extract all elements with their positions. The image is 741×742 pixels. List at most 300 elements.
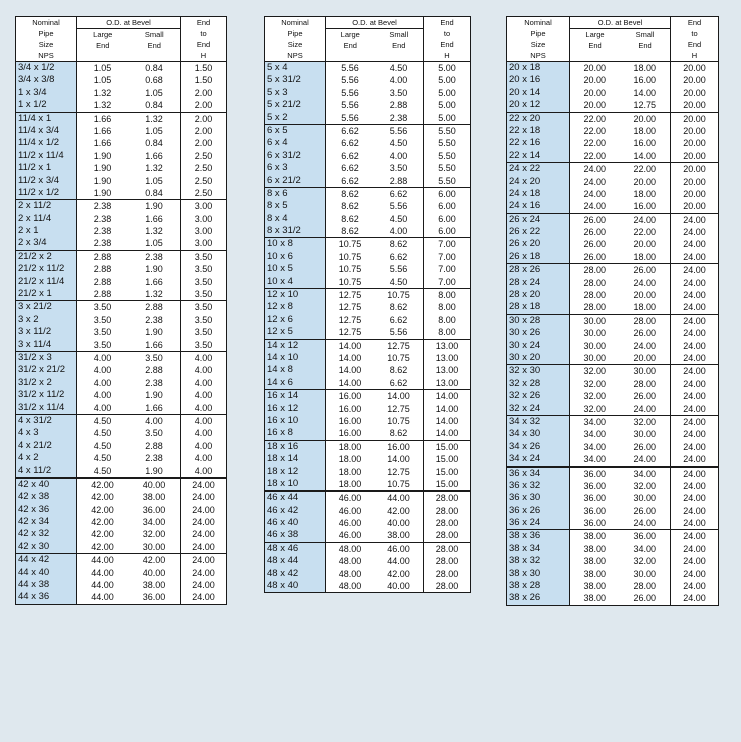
table-row — [16, 113, 226, 125]
end-to-end-cell: 28.00 — [423, 543, 470, 555]
table-row — [265, 364, 470, 376]
nps-cell: 24 x 16 — [507, 200, 569, 212]
small-end-cell: 6.62 — [389, 188, 408, 199]
nps-cell: 4 x 3 — [16, 427, 76, 439]
small-end-cell: 36.00 — [142, 592, 166, 603]
table-row — [507, 277, 718, 289]
large-end-cell: 32.00 — [569, 378, 620, 390]
table-row — [507, 327, 718, 339]
end-to-end-cell: 24.00 — [670, 390, 718, 402]
header-nps: NPS — [287, 51, 303, 60]
end-to-end-cell: 7.00 — [423, 251, 470, 263]
table-row — [507, 113, 718, 125]
small-end-cell: 22.00 — [633, 227, 657, 238]
table-row — [16, 187, 226, 199]
row-group — [16, 250, 226, 301]
end-to-end-cell: 6.00 — [423, 200, 470, 212]
od-header — [76, 17, 180, 61]
nps-cell: 24 x 22 — [507, 163, 569, 175]
nps-cell: 2 x 11/2 — [16, 200, 76, 212]
table-row — [16, 554, 226, 566]
table-row — [16, 99, 226, 111]
large-end-cell: 2.88 — [76, 251, 128, 263]
end-to-end-cell: 6.00 — [423, 213, 470, 225]
nps-cell: 34 x 30 — [507, 428, 569, 440]
small-end-cell: 16.00 — [633, 75, 657, 86]
nps-cell: 38 x 30 — [507, 568, 569, 580]
large-end-cell: 36.00 — [569, 468, 620, 480]
table-row — [265, 505, 470, 517]
nps-cell: 8 x 5 — [265, 200, 325, 212]
large-end-cell: 38.00 — [569, 592, 620, 604]
large-end-cell: 24.00 — [569, 163, 620, 175]
large-end-cell: 3.50 — [76, 339, 128, 351]
nps-cell: 26 x 20 — [507, 238, 569, 250]
nps-header — [265, 17, 325, 61]
end-to-end-cell: 7.00 — [423, 238, 470, 250]
small-end-cell: 0.84 — [145, 138, 163, 149]
header-od-at-bevel: O.D. at Bevel — [570, 17, 670, 29]
end-to-end-cell: 2.00 — [180, 125, 226, 137]
table-row — [507, 87, 718, 99]
row-group — [507, 364, 718, 415]
large-end-cell: 1.32 — [76, 87, 128, 99]
large-end-cell: 22.00 — [569, 137, 620, 149]
nps-cell: 5 x 21/2 — [265, 99, 325, 111]
large-end-cell: 12.75 — [325, 314, 374, 326]
large-end-cell: 2.38 — [76, 200, 128, 212]
end-to-end-cell: 24.00 — [180, 528, 226, 540]
end-to-end-cell: 28.00 — [423, 492, 470, 504]
header-large: Large — [93, 30, 113, 39]
table-row — [16, 288, 226, 300]
end-to-end-cell: 13.00 — [423, 377, 470, 389]
header-nps: NPS — [530, 51, 546, 60]
nps-cell: 20 x 18 — [507, 62, 569, 74]
table-row — [507, 188, 718, 200]
nps-cell: 16 x 8 — [265, 427, 325, 439]
large-end-cell: 1.05 — [76, 74, 128, 86]
table-row — [265, 87, 470, 99]
end-to-end-cell: 24.00 — [670, 592, 718, 604]
row-group — [16, 477, 226, 553]
large-end-cell: 20.00 — [569, 62, 620, 74]
small-end-cell: 2.38 — [389, 112, 408, 123]
large-end-cell: 3.50 — [76, 314, 128, 326]
table-row — [265, 263, 470, 275]
small-end-cell: 46.00 — [387, 543, 410, 554]
end-to-end-cell: 6.00 — [423, 225, 470, 237]
small-end-cell: 6.62 — [389, 314, 408, 325]
row-group — [265, 62, 470, 124]
large-end-cell: 1.90 — [76, 175, 128, 187]
small-end-cell: 28.00 — [633, 581, 657, 592]
nps-cell: 20 x 14 — [507, 87, 569, 99]
row-group — [16, 199, 226, 250]
large-end-cell: 42.00 — [76, 504, 128, 516]
end-to-end-cell: 5.00 — [423, 74, 470, 86]
row-group — [265, 440, 470, 491]
row-group — [265, 339, 470, 390]
end-to-end-cell: 20.00 — [670, 87, 718, 99]
large-end-cell: 5.56 — [325, 112, 374, 124]
row-group — [265, 490, 470, 542]
end-to-end-cell: 24.00 — [180, 541, 226, 553]
small-end-cell: 1.05 — [145, 87, 163, 98]
end-to-end-cell: 3.50 — [180, 314, 226, 326]
table-row — [16, 339, 226, 351]
large-end-cell: 36.00 — [569, 505, 620, 517]
large-end-cell: 24.00 — [569, 188, 620, 200]
table-row — [16, 516, 226, 528]
header-small-end: End — [147, 41, 161, 50]
nps-cell: 21/2 x 11/4 — [16, 276, 76, 288]
end-to-end-cell: 5.50 — [423, 150, 470, 162]
nps-cell: 5 x 3 — [265, 87, 325, 99]
end-to-end-cell: 24.00 — [180, 516, 226, 528]
end-to-end-cell: 4.00 — [180, 389, 226, 401]
header-small-end: End — [638, 41, 652, 50]
large-end-cell: 48.00 — [325, 555, 374, 567]
nps-cell: 11/2 x 3/4 — [16, 175, 76, 187]
table-header — [507, 17, 718, 62]
large-end-cell: 1.66 — [76, 113, 128, 125]
small-end-cell: 14.00 — [387, 391, 410, 402]
reducer-table-1 — [15, 16, 227, 605]
small-end-cell: 26.00 — [633, 593, 657, 604]
end-to-end-cell: 24.00 — [670, 543, 718, 555]
nps-cell: 34 x 24 — [507, 453, 569, 465]
end-to-end-cell: 2.50 — [180, 162, 226, 174]
nps-cell: 26 x 24 — [507, 214, 569, 226]
nps-cell: 32 x 26 — [507, 390, 569, 402]
large-end-cell: 32.00 — [569, 403, 620, 415]
small-end-cell: 4.00 — [389, 150, 408, 161]
nps-cell: 18 x 16 — [265, 441, 325, 453]
large-end-cell: 4.50 — [76, 415, 128, 427]
end-to-end-cell: 4.00 — [180, 402, 226, 414]
end-to-end-cell: 2.00 — [180, 87, 226, 99]
end-to-end-cell: 24.00 — [180, 591, 226, 603]
table-row — [16, 389, 226, 401]
small-end-cell: 2.88 — [389, 175, 408, 186]
table-row — [16, 440, 226, 452]
large-end-cell: 24.00 — [569, 200, 620, 212]
end-to-end-cell: 3.00 — [180, 213, 226, 225]
small-end-cell: 32.00 — [633, 416, 657, 427]
header-h: H — [691, 51, 698, 60]
large-end-cell: 4.50 — [76, 465, 128, 477]
nps-cell: 38 x 32 — [507, 555, 569, 567]
small-end-cell: 20.00 — [633, 290, 657, 301]
small-end-cell: 38.00 — [142, 492, 166, 503]
nps-cell: 20 x 12 — [507, 99, 569, 111]
end-to-end-cell: 3.00 — [180, 237, 226, 249]
table-row — [265, 238, 470, 250]
table-row — [16, 427, 226, 439]
large-end-cell: 34.00 — [569, 416, 620, 428]
small-end-cell: 30.00 — [633, 493, 657, 504]
table-row — [16, 87, 226, 99]
large-end-cell: 12.75 — [325, 289, 374, 301]
table-row — [265, 352, 470, 364]
table-row — [16, 301, 226, 313]
nps-cell: 46 x 40 — [265, 517, 325, 529]
nps-cell: 36 x 24 — [507, 517, 569, 529]
table-row — [265, 62, 470, 74]
table-body — [16, 62, 226, 604]
header-large: Large — [585, 30, 605, 39]
large-end-cell: 42.00 — [76, 491, 128, 503]
end-to-end-cell: 8.00 — [423, 289, 470, 301]
nps-cell: 14 x 8 — [265, 364, 325, 376]
table-row — [16, 314, 226, 326]
header-h: H — [444, 51, 450, 60]
nps-cell: 22 x 18 — [507, 125, 569, 137]
end-to-end-cell: 4.00 — [180, 415, 226, 427]
nps-cell: 21/2 x 1 — [16, 288, 76, 300]
small-end-cell: 1.32 — [145, 113, 163, 124]
large-end-cell: 8.62 — [325, 225, 374, 237]
small-end-cell: 30.00 — [633, 366, 657, 377]
table-row — [265, 403, 470, 415]
large-end-cell: 3.50 — [76, 301, 128, 313]
end-to-end-cell: 5.50 — [423, 175, 470, 187]
small-end-cell: 34.00 — [142, 517, 166, 528]
small-end-cell: 24.00 — [633, 277, 657, 288]
nps-cell: 42 x 32 — [16, 528, 76, 540]
end-to-end-cell: 20.00 — [670, 137, 718, 149]
table-row — [16, 415, 226, 427]
nps-cell: 3 x 11/4 — [16, 339, 76, 351]
small-end-cell: 32.00 — [142, 529, 166, 540]
reducer-table-2 — [264, 16, 471, 593]
header-size: Size — [530, 40, 546, 49]
small-end-cell: 20.00 — [633, 239, 657, 250]
header-pipe: Pipe — [38, 29, 54, 38]
large-end-cell: 34.00 — [569, 428, 620, 440]
small-end-cell: 1.66 — [145, 276, 163, 287]
large-end-cell: 10.75 — [325, 238, 374, 250]
large-end-cell: 16.00 — [325, 390, 374, 402]
nps-cell: 1 x 1/2 — [16, 99, 76, 111]
large-end-cell: 26.00 — [569, 251, 620, 263]
table-row — [507, 468, 718, 480]
small-end-cell: 5.56 — [389, 264, 408, 275]
row-group — [16, 351, 226, 414]
end-to-end-cell: 3.00 — [180, 225, 226, 237]
table-body — [265, 62, 470, 592]
nps-cell: 30 x 20 — [507, 352, 569, 364]
end-to-end-cell: 24.00 — [670, 453, 718, 465]
nps-cell: 31/2 x 21/2 — [16, 364, 76, 376]
table-row — [16, 352, 226, 364]
small-end-cell: 3.50 — [145, 428, 163, 439]
small-end-cell: 1.05 — [145, 175, 163, 186]
large-end-cell: 18.00 — [325, 466, 374, 478]
small-end-cell: 16.00 — [633, 201, 657, 212]
nps-cell: 8 x 31/2 — [265, 225, 325, 237]
nps-cell: 6 x 3 — [265, 162, 325, 174]
table-row — [507, 580, 718, 592]
nps-cell: 38 x 34 — [507, 543, 569, 555]
end-to-end-cell: 1.50 — [180, 74, 226, 86]
small-end-cell: 18.00 — [633, 63, 657, 73]
end-to-end-cell: 2.00 — [180, 113, 226, 125]
small-end-cell: 30.00 — [142, 541, 166, 552]
table-row — [16, 567, 226, 579]
nps-cell: 24 x 18 — [507, 188, 569, 200]
table-row — [507, 568, 718, 580]
nps-cell: 8 x 4 — [265, 213, 325, 225]
table-row — [265, 377, 470, 389]
table-row — [265, 188, 470, 200]
header-large: Large — [340, 30, 360, 39]
large-end-cell: 38.00 — [569, 555, 620, 567]
nps-cell: 32 x 28 — [507, 378, 569, 390]
large-end-cell: 36.00 — [569, 480, 620, 492]
end-to-end-cell: 5.00 — [423, 112, 470, 124]
small-end-cell: 0.68 — [145, 75, 163, 86]
end-to-end-cell: 24.00 — [180, 567, 226, 579]
table-header — [16, 17, 226, 62]
end-to-end-cell: 24.00 — [670, 264, 718, 276]
large-end-cell: 16.00 — [325, 427, 374, 439]
nps-cell: 22 x 14 — [507, 150, 569, 162]
nps-cell: 48 x 40 — [265, 580, 325, 592]
end-to-end-cell: 24.00 — [670, 327, 718, 339]
small-end-cell: 26.00 — [633, 391, 657, 402]
nps-cell: 36 x 32 — [507, 480, 569, 492]
nps-cell: 21/2 x 2 — [16, 251, 76, 263]
table-row — [16, 541, 226, 553]
end-to-end-cell: 24.00 — [670, 441, 718, 453]
end-to-end-cell: 8.00 — [423, 301, 470, 313]
small-end-cell: 4.50 — [389, 138, 408, 149]
header-pipe: Pipe — [287, 29, 303, 38]
large-end-cell: 30.00 — [569, 340, 620, 352]
nps-cell: 20 x 16 — [507, 74, 569, 86]
nps-cell: 22 x 16 — [507, 137, 569, 149]
nps-cell: 36 x 34 — [507, 468, 569, 480]
large-end-cell: 20.00 — [569, 99, 620, 111]
header-nominal: Nominal — [281, 18, 309, 27]
small-end-cell: 8.62 — [389, 365, 408, 376]
table-row — [265, 453, 470, 465]
table-row — [16, 479, 226, 491]
table-row — [16, 74, 226, 86]
large-end-cell: 4.00 — [76, 352, 128, 364]
large-end-cell: 48.00 — [325, 543, 374, 555]
end-to-end-cell: 15.00 — [423, 441, 470, 453]
large-end-cell: 1.32 — [76, 99, 128, 111]
nps-cell: 2 x 3/4 — [16, 237, 76, 249]
large-end-cell: 2.38 — [76, 213, 128, 225]
end-to-end-cell: 24.00 — [670, 315, 718, 327]
large-end-cell: 38.00 — [569, 543, 620, 555]
end-to-end-cell: 8.00 — [423, 326, 470, 338]
large-end-cell: 4.50 — [76, 427, 128, 439]
large-end-cell: 46.00 — [325, 492, 374, 504]
end-to-end-cell: 20.00 — [670, 99, 718, 111]
large-end-cell: 28.00 — [569, 289, 620, 301]
small-end-cell: 6.62 — [389, 251, 408, 262]
end-to-end-cell: 24.00 — [180, 479, 226, 491]
large-end-cell: 1.90 — [76, 150, 128, 162]
table-row — [507, 543, 718, 555]
small-end-cell: 2.88 — [145, 302, 163, 313]
table-row — [507, 150, 718, 162]
large-end-cell: 16.00 — [325, 403, 374, 415]
end-to-end-cell: 24.00 — [670, 428, 718, 440]
small-end-cell: 42.00 — [142, 555, 166, 566]
small-end-cell: 2.88 — [145, 440, 163, 451]
table-row — [265, 314, 470, 326]
reducer-table-3 — [506, 16, 719, 606]
large-end-cell: 44.00 — [76, 591, 128, 603]
large-end-cell: 18.00 — [325, 478, 374, 490]
end-to-end-cell: 24.00 — [670, 289, 718, 301]
end-to-end-cell: 3.50 — [180, 251, 226, 263]
table-row — [16, 175, 226, 187]
large-end-cell: 30.00 — [569, 327, 620, 339]
nps-cell: 4 x 31/2 — [16, 415, 76, 427]
large-end-cell: 42.00 — [76, 541, 128, 553]
table-row — [265, 517, 470, 529]
nps-cell: 6 x 31/2 — [265, 150, 325, 162]
nps-cell: 1 x 3/4 — [16, 87, 76, 99]
table-row — [265, 99, 470, 111]
small-end-cell: 38.00 — [387, 530, 410, 541]
small-end-cell: 2.38 — [145, 251, 163, 262]
small-end-cell: 1.66 — [145, 339, 163, 350]
small-end-cell: 2.88 — [145, 365, 163, 376]
end-to-end-cell: 20.00 — [670, 74, 718, 86]
small-end-cell: 1.32 — [145, 163, 163, 174]
table-row — [265, 289, 470, 301]
nps-cell: 18 x 14 — [265, 453, 325, 465]
large-end-cell: 30.00 — [569, 352, 620, 364]
small-end-cell: 18.00 — [633, 251, 657, 262]
end-to-end-header — [180, 17, 226, 61]
small-end-cell: 26.00 — [633, 505, 657, 516]
large-end-cell: 38.00 — [569, 568, 620, 580]
nps-cell: 46 x 42 — [265, 505, 325, 517]
large-end-cell: 4.50 — [76, 440, 128, 452]
table-row — [507, 251, 718, 263]
row-group — [507, 314, 718, 365]
small-end-cell: 18.00 — [633, 188, 657, 199]
nps-cell: 14 x 10 — [265, 352, 325, 364]
header-od-at-bevel: O.D. at Bevel — [77, 17, 180, 29]
nps-cell: 48 x 42 — [265, 568, 325, 580]
end-to-end-cell: 14.00 — [423, 403, 470, 415]
small-end-cell: 40.00 — [142, 479, 166, 490]
header-end-2: End — [196, 40, 211, 49]
table-row — [16, 263, 226, 275]
small-end-cell: 36.00 — [142, 504, 166, 515]
end-to-end-cell: 20.00 — [670, 163, 718, 175]
nps-cell: 18 x 12 — [265, 466, 325, 478]
large-end-cell: 2.88 — [76, 276, 128, 288]
nps-cell: 10 x 5 — [265, 263, 325, 275]
small-end-cell: 3.50 — [389, 163, 408, 174]
nps-cell: 30 x 26 — [507, 327, 569, 339]
large-end-cell: 6.62 — [325, 150, 374, 162]
table-row — [507, 403, 718, 415]
row-group — [265, 288, 470, 339]
table-row — [16, 465, 226, 477]
